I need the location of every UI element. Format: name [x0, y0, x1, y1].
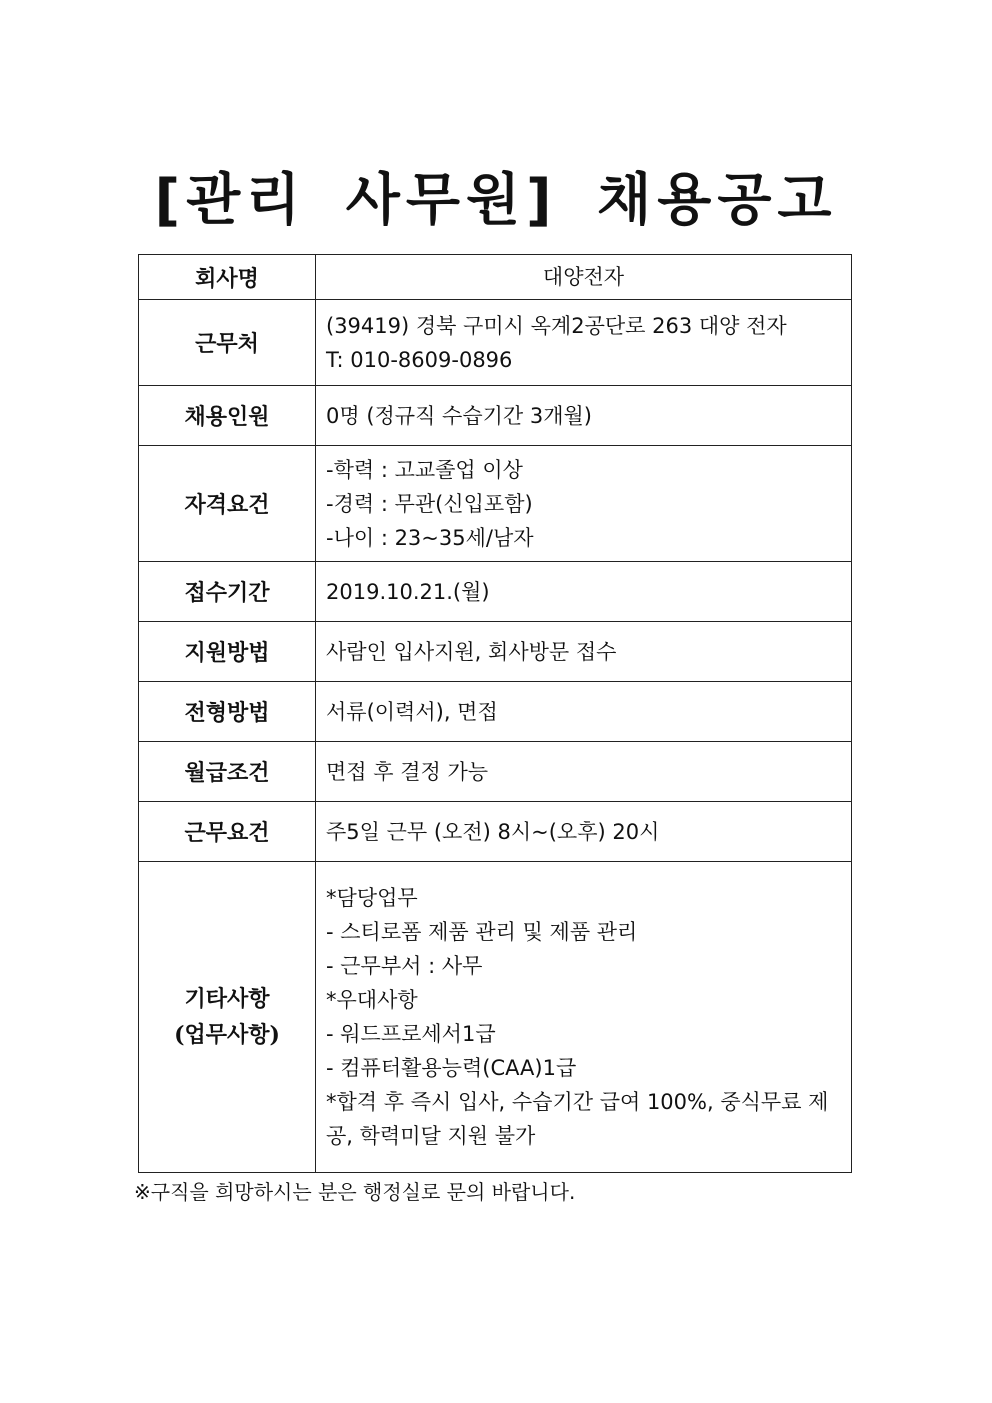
row-label: 채용인원: [139, 386, 316, 446]
table-row: [139, 562, 852, 622]
row-value: [316, 562, 852, 622]
row-value: [316, 386, 852, 446]
row-label: 전형방법: [139, 682, 316, 742]
value-line: 서류(이력서), 면접: [326, 699, 498, 724]
row-value: [316, 682, 852, 742]
row-label-line: 기타사항: [184, 986, 270, 1012]
value-line: *담당업무: [326, 886, 418, 910]
row-value: [316, 802, 852, 862]
table-row: [139, 682, 852, 742]
table-row: [139, 742, 852, 802]
row-label: 접수기간: [139, 562, 316, 622]
value-line: *우대사항: [326, 988, 418, 1012]
value-line: (39419) 경북 구미시 옥계2공단로 263 대양 전자: [326, 313, 787, 338]
value-line: 2019.10.21.(월): [326, 579, 490, 604]
row-label: 회사명: [139, 255, 316, 300]
table-row: [139, 386, 852, 446]
job-posting-table: [138, 254, 852, 1173]
table-row: [139, 255, 852, 300]
row-label: 월급조건: [139, 742, 316, 802]
value-line: - 근무부서 : 사무: [326, 954, 483, 978]
row-value: [316, 300, 852, 386]
table-row: [139, 802, 852, 862]
value-line: T: 010-8609-0896: [326, 347, 513, 372]
row-value: [316, 622, 852, 682]
footnote: ※구직을 희망하시는 분은 행정실로 문의 바랍니다.: [134, 1180, 576, 1204]
value-line: 대양전자: [542, 265, 625, 289]
row-label: [139, 862, 316, 1173]
row-value: [316, 862, 852, 1173]
row-value: [316, 255, 852, 300]
table-row: [139, 622, 852, 682]
value-line: 면접 후 결정 가능: [326, 759, 489, 784]
value-line: - 스티로폼 제품 관리 및 제품 관리: [326, 920, 638, 944]
row-label: 근무처: [139, 300, 316, 386]
row-value: [316, 446, 852, 562]
value-line: - 컴퓨터활용능력(CAA)1급: [326, 1056, 577, 1080]
value-line: -경력 : 무관(신입포함): [326, 491, 533, 516]
row-label: 지원방법: [139, 622, 316, 682]
row-value: [316, 742, 852, 802]
table-row: [139, 862, 852, 1173]
row-label-line: (업무사항): [174, 1022, 280, 1048]
row-label: 자격요건: [139, 446, 316, 562]
value-line: -학력 : 고교졸업 이상: [326, 457, 523, 482]
value-line: *합격 후 즉시 입사, 수습기간 급여 100%, 중식무료 제공, 학력미달 지원 불가: [326, 1090, 829, 1148]
value-line: -나이 : 23~35세/남자: [326, 525, 534, 550]
table-row: [139, 446, 852, 562]
value-line: 사람인 입사지원, 회사방문 접수: [326, 639, 617, 664]
value-line: - 워드프로세서1급: [326, 1022, 496, 1046]
page-title: [관리 사무원] 채용공고: [154, 168, 838, 233]
value-line: 주5일 근무 (오전) 8시~(오후) 20시: [326, 819, 660, 844]
row-label: 근무요건: [139, 802, 316, 862]
table-row: [139, 300, 852, 386]
value-line: 0명 (정규직 수습기간 3개월): [326, 403, 592, 428]
